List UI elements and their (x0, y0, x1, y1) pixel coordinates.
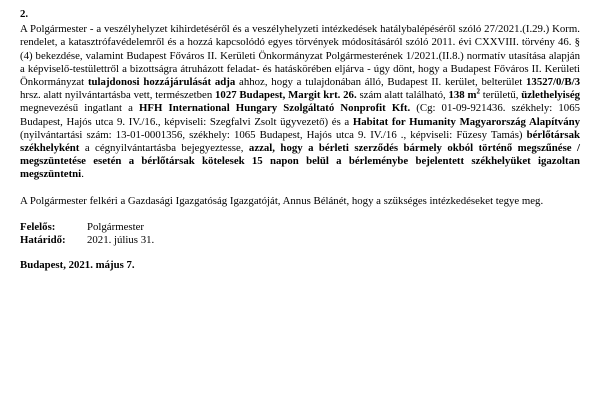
responsible-label: Felelős: (20, 220, 56, 233)
paragraph-text: A Polgármester - a veszélyhelyzet kihirdetéséről és a veszélyhelyzeti intézkedések hatálybalépéséről szóló 27/2021.(I.29.) Korm. rendelet, a katasztrófavédelemről és a hozzá kapcsolódó egyes törvények módosításáról szóló 2011. évi CXXVIII. törvény 46. § (4) bekezdése, valamint Budapest Főváros II. Kerületi Önkormányzat Polgármesterének 1/2021.(II.8.) normatív utasítása alapján a képviselő-testülettről a bizottságra átruházott feladat- és hatáskörében eljárva - úgy dönt, hogy a Budapest Főváros II. Kerületi Önkormányzat (20, 23, 580, 89)
section-number: 2. (20, 8, 29, 20)
seat-phrase: bérlőtársak székhelyként (20, 128, 580, 155)
resolution-paragraph (20, 23, 580, 181)
consent-phrase: tulajdonosi hozzájárulását adja (87, 76, 236, 89)
paragraph-text: szám alatt található, (359, 89, 446, 102)
paragraph-text: (nyilvántartási szám: 13-01-0001356, székhely: 1065 Budapest, Hajós utca 9. IV./16 ., képviseli: Füzesy Tamás) (20, 128, 523, 141)
tenant-habitat-name: Habitat for Humanity Magyarország Alapítvány (352, 115, 580, 128)
hrsz-number: 13527/0/B/3 (526, 76, 581, 89)
paragraph-text: hrsz. alatt nyilvántartásba vett, természetben (20, 89, 213, 102)
paragraph-text: területű, (482, 89, 519, 102)
paragraph-text: (Cg: 01-09-921436. székhely: 1065 Budapest, Hajós utca 9. IV./16., képviseli: Szegfalvi Zsolt ügyvezető) és a (20, 102, 580, 128)
paragraph-end: . (81, 168, 84, 181)
deadline-row (20, 234, 580, 247)
paragraph-text: ahhoz, hogy a tulajdonában álló, Budapest II. kerület, belterület (239, 76, 523, 89)
paragraph-text: megnevezésű ingatlant a (20, 102, 133, 115)
deadline-value: 2021. július 31. (87, 234, 155, 247)
paragraph-text: a cégnyilvántartásba bejegyeztesse, (84, 142, 244, 155)
property-type: üzlethelyiség (521, 89, 581, 102)
deadline-label: Határidő: (20, 234, 66, 247)
property-address: 1027 Budapest, Margit krt. 26. (215, 89, 357, 102)
property-area (448, 89, 479, 101)
condition-clause: azzal, hogy a bérleti szerződés bármely okból történő megszűnése / megszüntetése esetén a bérlőtársak kötelesek 15 napon belül a bérleménybe bejelentett székhelyüket igazoltan megszüntetni (20, 142, 580, 181)
responsible-row (20, 221, 580, 234)
instruction-paragraph: A Polgármester felkéri a Gazdasági Igazgatóság Igazgatóját, Annus Bélánét, hogy a szükséges intézkedéseket tegye meg. (20, 194, 544, 207)
date-line: Budapest, 2021. május 7. (20, 259, 135, 272)
responsible-value: Polgármester (87, 220, 144, 233)
area-value: 138 m (448, 89, 477, 102)
area-unit-superscript: 2 (476, 87, 480, 96)
tenant-hfh-name: HFH International Hungary Szolgáltató Nonprofit Kft. (139, 102, 411, 115)
